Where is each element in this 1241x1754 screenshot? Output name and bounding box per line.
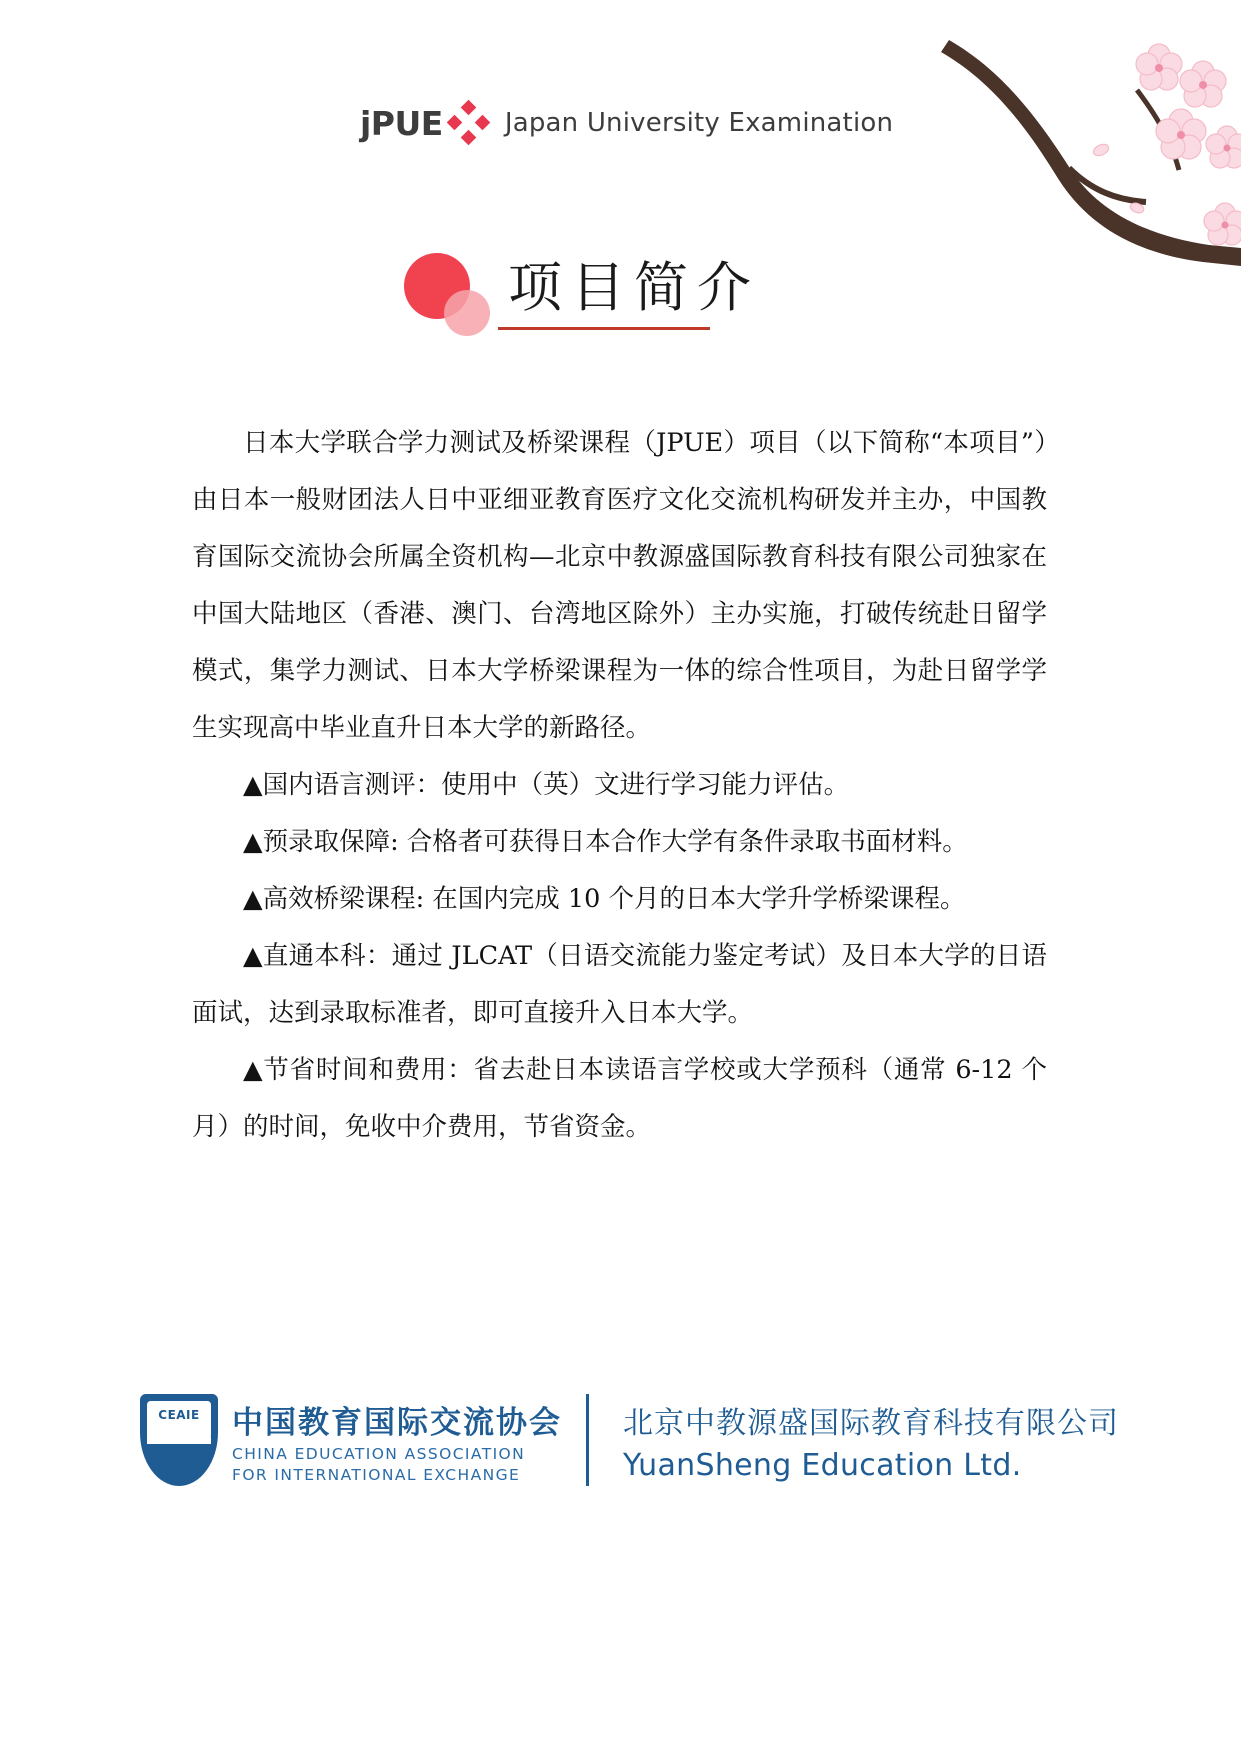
pink-circle-decoration (444, 290, 490, 336)
ceaie-cn-name: 中国教育国际交流协会 (232, 1404, 562, 1441)
footer-logos (140, 1380, 1119, 1500)
page-title: 项目简介 (508, 256, 760, 319)
feature-list (192, 757, 1047, 1156)
partner-en-name: YuanSheng Education Ltd. (623, 1447, 1022, 1483)
jpue-full-name: Japan University Examination (504, 108, 894, 138)
list-item: ▲国内语言测评：使用中（英）文进行学习能力评估。 (243, 770, 850, 800)
footer-divider (586, 1394, 589, 1486)
list-item: ▲节省时间和费用：省去赴日本读语言学校或大学预科（通常 6-12 个月）的时间，免收中介费用，节省资金。 (192, 1055, 1047, 1142)
ceaie-badge-text: CEAIE (158, 1408, 200, 1422)
ceaie-text (232, 1397, 562, 1484)
list-item: ▲直通本科：通过 JLCAT（日语交流能力鉴定考试）及日本大学的日语面试，达到录取标准者，即可直接升入日本大学。 (192, 941, 1047, 1028)
shield-icon (140, 1394, 218, 1486)
title-underline (498, 327, 710, 330)
jpue-diamond-icon (447, 102, 493, 144)
partner-cn-name: 北京中教源盛国际教育科技有限公司 (623, 1405, 1119, 1441)
intro-paragraph: 日本大学联合学力测试及桥梁课程（JPUE）项目（以下简称“本项目”）由日本一般财团法人日中亚细亚教育医疗文化交流机构研发并主办，中国教育国际交流协会所属全资机构—北京中教源盛国际教育科技有限公司独家在中国大陆地区（香港、澳门、台湾地区除外）主办实施，打破传统赴日留学模式，集学力测试、日本大学桥梁课程为一体的综合性项目，为赴日留学学生实现高中毕业直升日本大学的新路径。 (192, 428, 1047, 743)
ceaie-logo (140, 1394, 562, 1486)
ceaie-en-line1: CHINA EDUCATION ASSOCIATION (232, 1444, 526, 1463)
partner-logo (623, 1398, 1119, 1483)
list-item: ▲预录取保障: 合格者可获得日本合作大学有条件录取书面材料。 (243, 827, 968, 857)
list-item: ▲高效桥梁课程: 在国内完成 10 个月的日本大学升学桥梁课程。 (243, 884, 966, 914)
jpue-logo (360, 95, 893, 151)
body-content (192, 415, 1047, 1156)
ceaie-en-line2: FOR INTERNATIONAL EXCHANGE (232, 1465, 521, 1484)
page-title-block (0, 245, 1241, 375)
jpue-wordmark: jPUE (360, 103, 443, 143)
